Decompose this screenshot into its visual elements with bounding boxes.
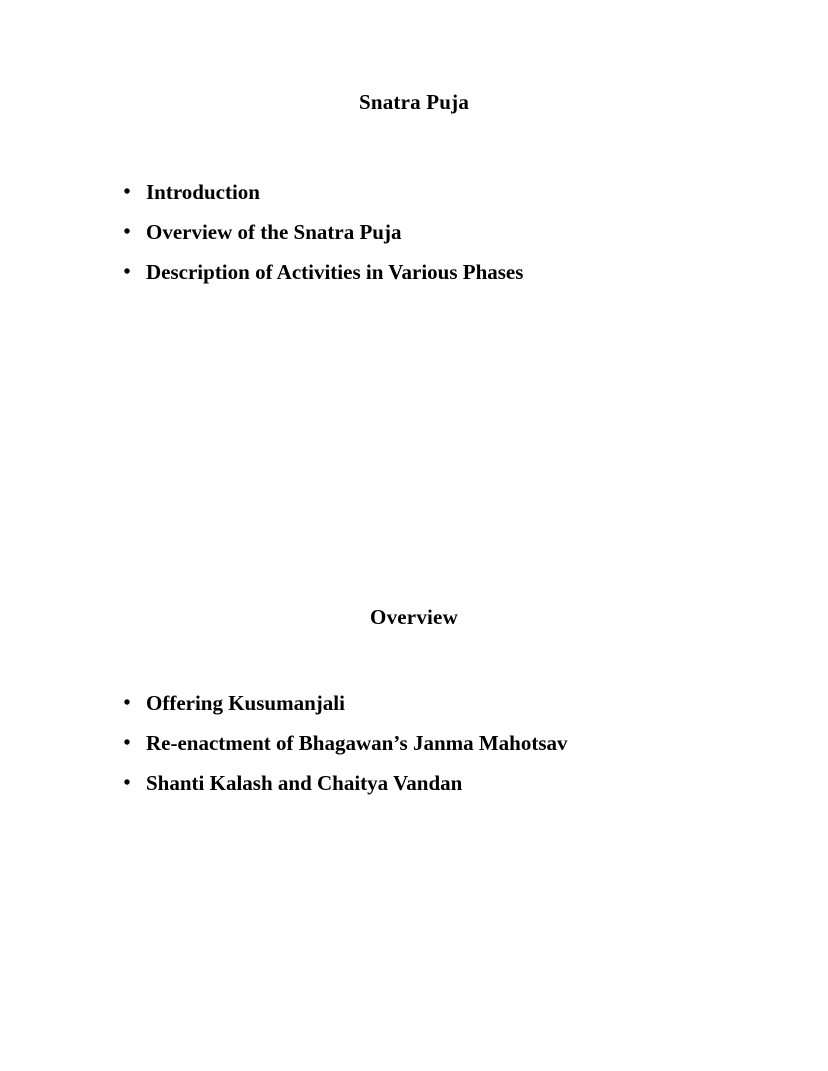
list-item-label: Offering Kusumanjali (146, 691, 345, 716)
bullet-dot-icon: • (123, 732, 131, 755)
page-title: Snatra Puja (358, 90, 470, 114)
list-item-label: Introduction (146, 180, 260, 205)
bullet-dot-icon: • (123, 692, 131, 715)
bullet-dot-icon: • (123, 772, 131, 795)
bullet-list-one (0, 172, 828, 292)
list-item-label: Re-enactment of Bhagawan’s Janma Mahotsav (146, 731, 568, 756)
bullet-list-two (0, 683, 828, 803)
list-item-label: Description of Activities in Various Phases (146, 260, 524, 285)
list-item-label: Shanti Kalash and Chaitya Vandan (146, 771, 463, 796)
list-item (0, 212, 828, 252)
list-item (0, 172, 828, 212)
list-item-label: Overview of the Snatra Puja (146, 220, 402, 245)
slide-section-one (0, 90, 828, 292)
section-title: Overview (370, 605, 458, 629)
bullet-dot-icon: • (123, 261, 131, 284)
slide-section-two (0, 605, 828, 803)
bullet-dot-icon: • (123, 221, 131, 244)
list-item (0, 723, 828, 763)
list-item (0, 763, 828, 803)
list-item (0, 252, 828, 292)
bullet-dot-icon: • (123, 181, 131, 204)
list-item (0, 683, 828, 723)
